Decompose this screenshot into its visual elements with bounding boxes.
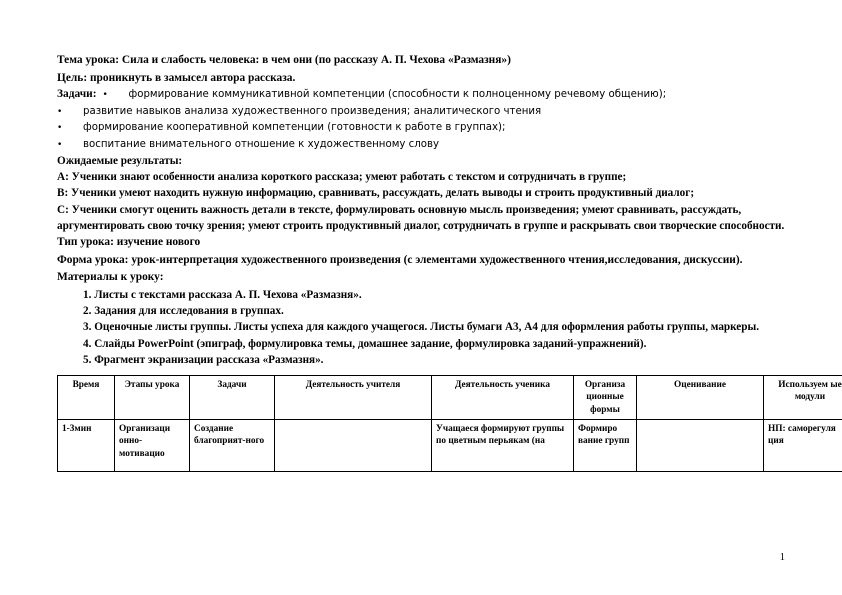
bullet-icon: •	[102, 90, 108, 100]
table-header-time: Время	[58, 375, 115, 419]
lesson-task-row	[57, 120, 785, 137]
lesson-type-text: изучение нового	[116, 236, 201, 249]
bullet-icon: •	[57, 139, 63, 150]
lesson-task-row	[57, 137, 785, 154]
lesson-task-item: развитие навыков анализа художественного произведения; аналитического чтения	[83, 105, 542, 117]
expected-result-c	[57, 202, 785, 234]
lesson-tasks-label: Задачи:	[57, 88, 97, 100]
lesson-form-text: урок-интерпретация художественного произведения (с элементами художественного чтения,исследования, дискуссии).	[131, 253, 743, 266]
materials-list-item: 1. Листы с текстами рассказа А. П. Чехова «Размазня».	[83, 288, 362, 301]
materials-heading: Материалы к уроку:	[57, 271, 164, 284]
lesson-form-label: Форма урока:	[57, 253, 129, 266]
table-cell-assessment	[637, 419, 764, 471]
materials-list-item: 2. Задания для исследования в группах.	[83, 304, 284, 317]
table-cell-organizational-form: Формиро вание групп	[574, 419, 637, 471]
materials-list-item: 3. Оценочные листы группы. Листы успеха для каждого учащегося. Листы бумаги А3, А4 для оформления работы группы, маркеры.	[83, 321, 760, 334]
table-header-modules: Используем ые модули	[764, 375, 842, 419]
expected-result-c-tag: С:	[57, 203, 69, 216]
expected-result-a	[57, 169, 785, 185]
page-number: 1	[779, 552, 785, 563]
table-header-assessment: Оценивание	[637, 375, 764, 419]
table-cell-task: Создание благоприят-ного	[190, 419, 275, 471]
table-header-tasks: Задачи	[190, 375, 275, 419]
expected-result-b	[57, 185, 785, 201]
table-cell-teacher-activity	[275, 419, 432, 471]
lesson-type-label: Тип урока:	[57, 236, 114, 249]
lesson-topic-label: Тема урока:	[57, 54, 120, 66]
lesson-type-line	[57, 234, 785, 252]
lesson-task-item: формирование коммуникативной компетенции (способности к полноценному речевому общению);	[128, 89, 667, 100]
materials-list-item: 5. Фрагмент экранизации рассказа «Размазня».	[83, 354, 324, 367]
table-header-stages: Этапы урока	[115, 375, 190, 419]
table-cell-time: 1-3мин	[58, 419, 115, 471]
lesson-topic-text: Сила и слабость человека: в чем они (по рассказу А. П. Чехова «Размазня»)	[121, 54, 511, 66]
table-cell-stage: Организаци онно-мотивацио	[115, 419, 190, 471]
lesson-tasks-first-row	[57, 87, 785, 104]
lesson-task-item: воспитание внимательного отношение к художественному слову	[83, 138, 440, 150]
lesson-task-item: формирование кооперативной компетенции (готовности к работе в группах);	[83, 122, 506, 133]
document-body	[57, 52, 842, 472]
expected-result-b-text: Ученики умеют находить нужную информацию, сравнивать, рассуждать, делать выводы и строить продуктивный диалог;	[70, 187, 695, 200]
table-row	[58, 419, 842, 471]
table-cell-student-activity: Учащаеся формируют группы по цветным перьякам (на	[432, 419, 574, 471]
lesson-form-line	[57, 252, 785, 270]
bullet-icon: •	[57, 106, 63, 117]
materials-list	[57, 287, 785, 369]
materials-list-item: 4. Слайды PowerPoint (эпиграф, формулировка темы, домашнее задание, формулировка заданий-упражнений).	[83, 337, 647, 350]
table-header-student-activity: Деятельность ученика	[432, 375, 574, 419]
expected-result-a-text: Ученики знают особенности анализа короткого рассказа; умеют работать с текстом и сотрудничать в группе;	[71, 171, 627, 184]
table-cell-module: НП: саморегуля ция	[764, 419, 842, 471]
lesson-plan-table	[57, 375, 842, 472]
lesson-tasks-block	[57, 87, 785, 153]
bullet-icon: •	[57, 123, 63, 133]
table-header-organizational-forms: Организа ционные формы	[574, 375, 637, 419]
table-header-row	[58, 375, 842, 419]
lesson-goal-label: Цель:	[57, 71, 88, 84]
lesson-task-row	[57, 104, 785, 121]
lesson-topic-line	[57, 52, 785, 70]
table-header-teacher-activity: Деятельность учителя	[275, 375, 432, 419]
expected-result-b-tag: В:	[57, 187, 69, 200]
expected-result-a-tag: А:	[57, 171, 69, 184]
lesson-goal-line	[57, 70, 785, 88]
expected-result-c-text: Ученики смогут оценить важность детали в тексте, формулировать основную мысль произведения; умеют сравнивать, рассуждать, аргументировать свою точку зрения; умеют строить продуктивный диалог, сотрудничать в группе и раскрывать свои творческие способности.	[57, 203, 785, 232]
expected-results-heading: Ожидаемые результаты:	[57, 155, 183, 167]
lesson-goal-text: проникнуть в замысел автора рассказа.	[89, 71, 296, 84]
